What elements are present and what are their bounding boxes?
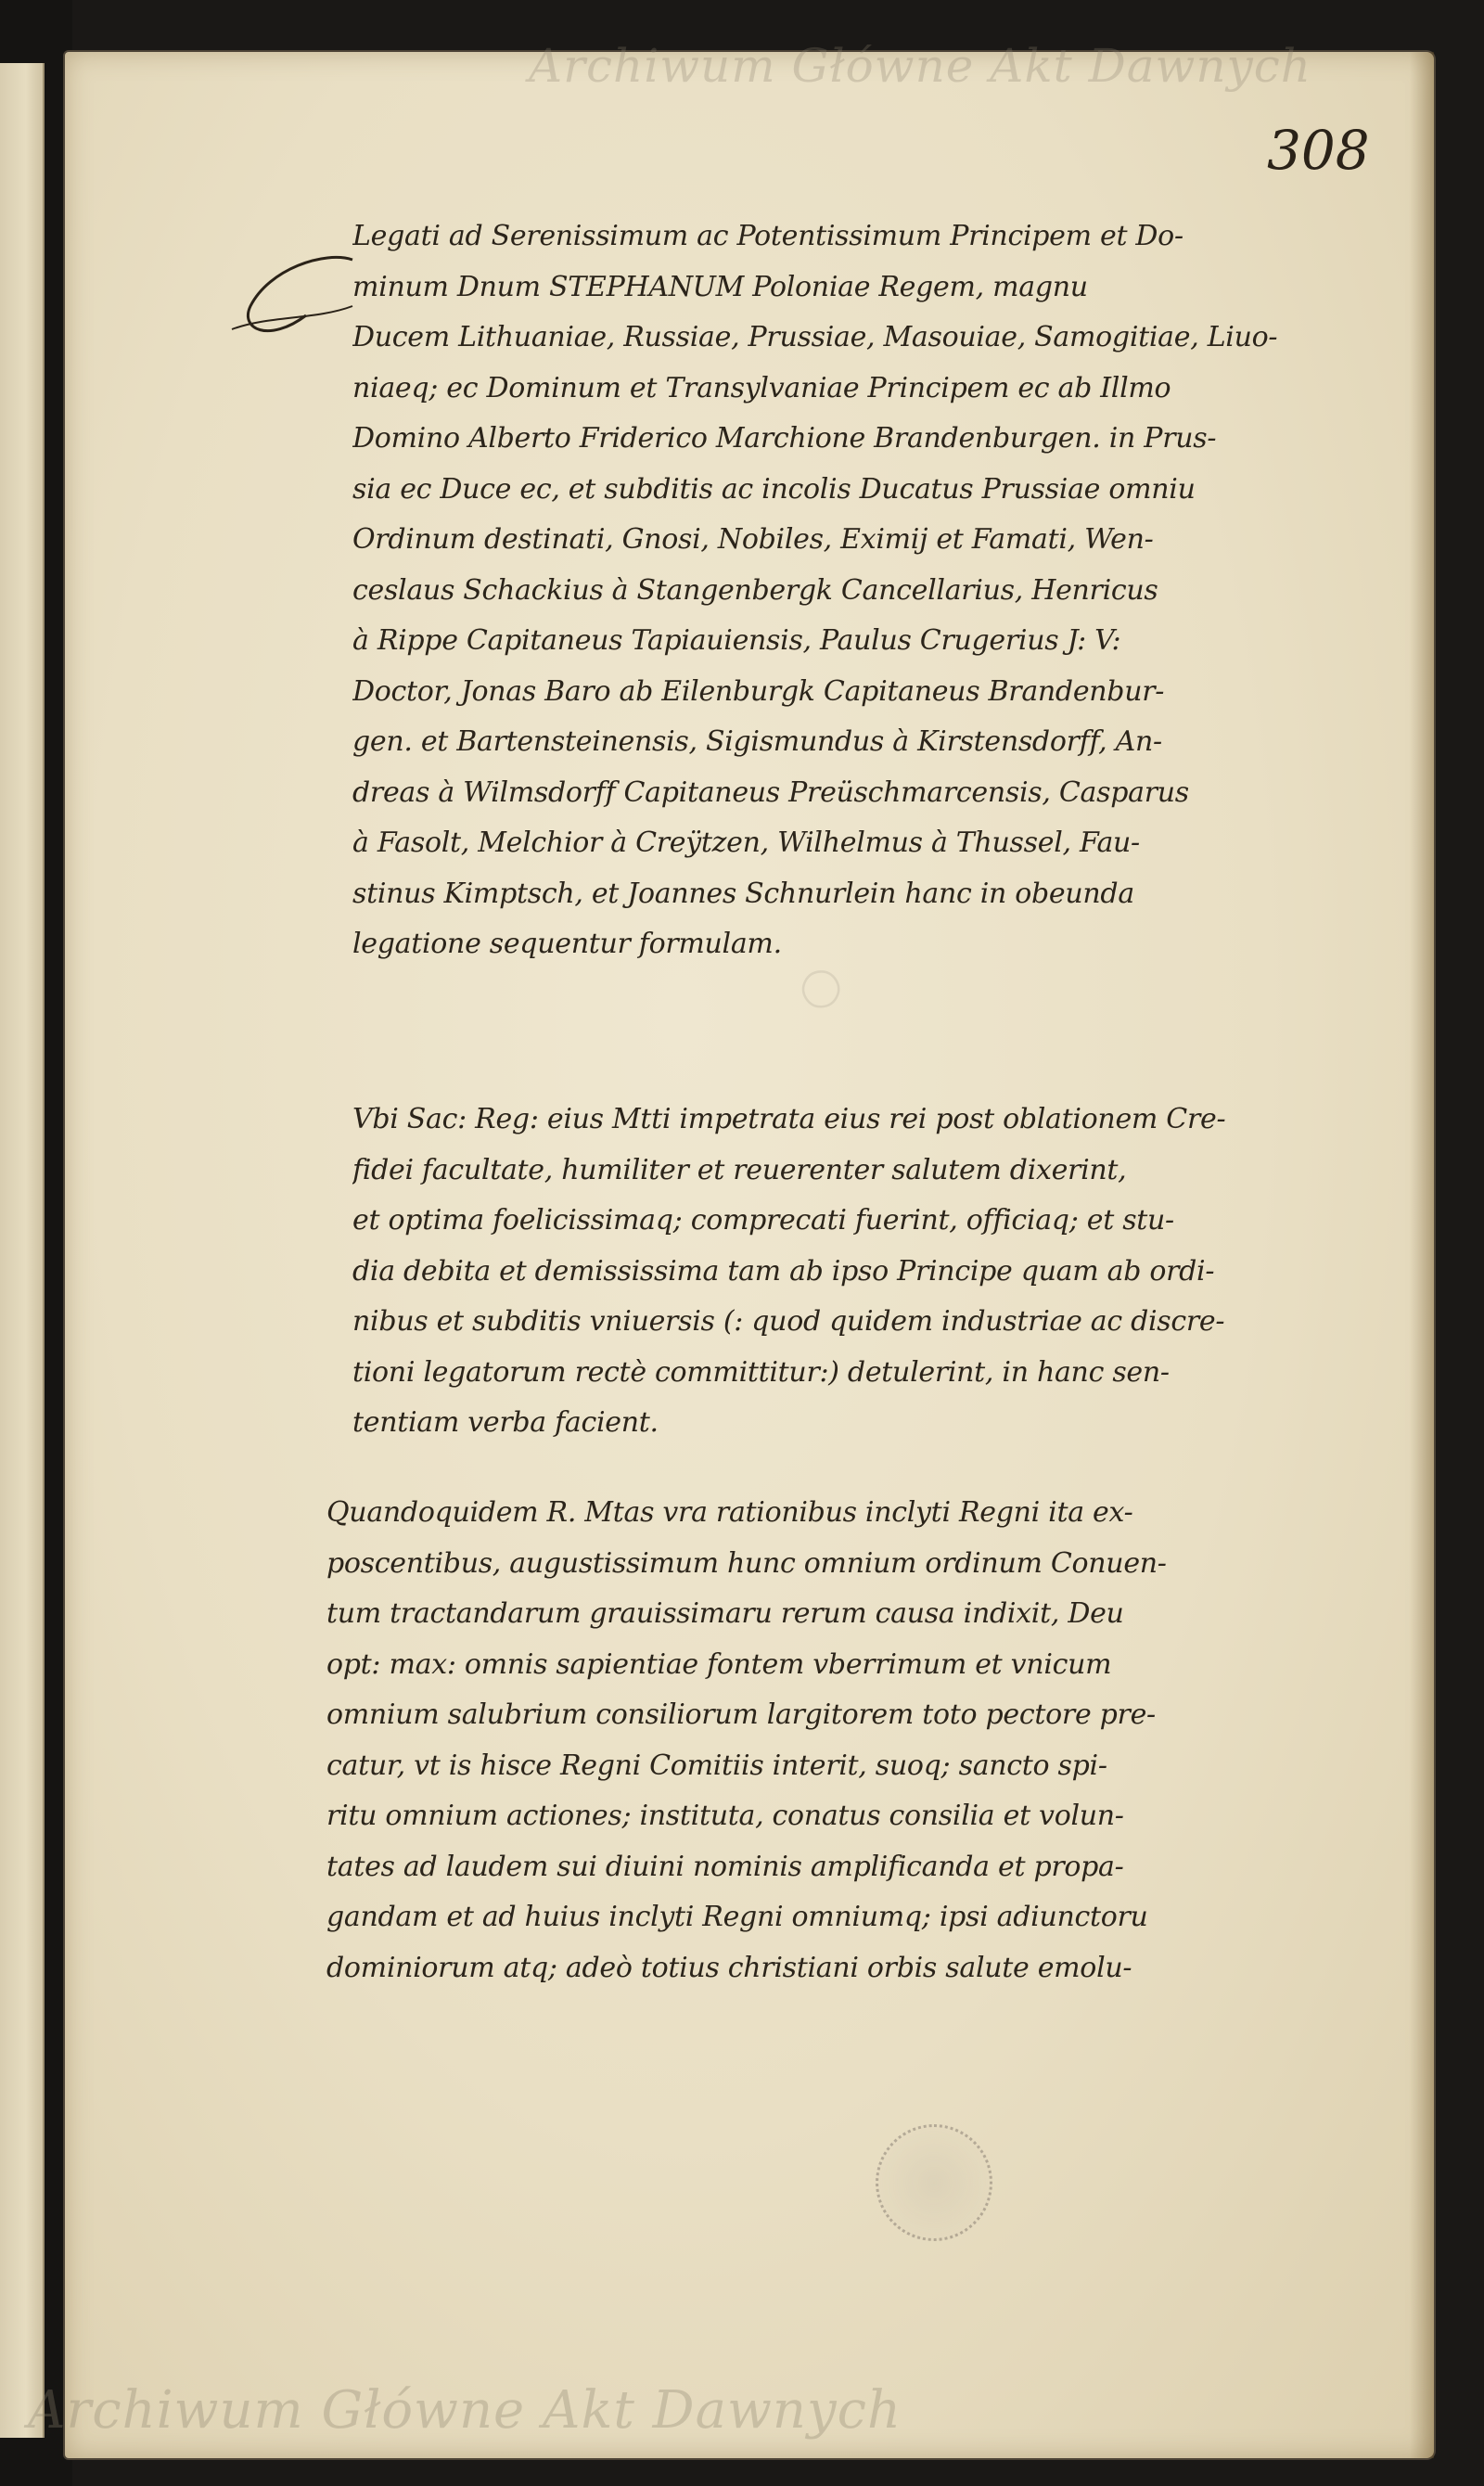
text-line: Domino Alberto Friderico Marchione Brandenburgen. in Prus-	[352, 422, 1217, 455]
text-line: gen. et Bartensteinensis, Sigismundus à Kirstensdorff, An-	[352, 725, 1162, 758]
paragraph-quandoquidem	[326, 1488, 1354, 1993]
text-line: niaeq; ec Dominum et Transylvaniae Principem ec ab Illmo	[352, 371, 1171, 404]
text-line: dreas à Wilmsdorff Capitaneus Preüschmarcensis, Casparus	[352, 775, 1189, 809]
text-line: Quandoquidem R. Mtas vra rationibus inclyti Regni ita ex-	[326, 1496, 1133, 1529]
library-stamp	[876, 2124, 992, 2241]
paragraph-ubi	[352, 1095, 1354, 1449]
archive-watermark-bottom: Archiwum Główne Akt Dawnych	[28, 2380, 902, 2441]
text-line: sia ec Duce ec, et subditis ac incolis Ducatus Prussiae omniu	[352, 472, 1196, 506]
text-line: fidei facultate, humiliter et reuerenter salutem dixerint,	[352, 1153, 1127, 1186]
text-line: Ducem Lithuaniae, Russiae, Prussiae, Masouiae, Samogitiae, Liuo-	[352, 321, 1278, 353]
faded-stamp: ◯	[793, 958, 851, 1016]
text-line: opt: max: omnis sapientiae fontem vberrimum et vnicum	[326, 1647, 1112, 1681]
paragraph-intro	[352, 211, 1354, 970]
text-line: Ordinum destinati, Gnosi, Nobiles, Eximij et Famati, Wen-	[352, 523, 1154, 556]
text-line: catur, vt is hisce Regni Comitiis interit, suoq; sancto spi-	[326, 1749, 1107, 1782]
text-line: nibus et subditis vniuersis (: quod quidem industriae ac discre-	[352, 1305, 1225, 1338]
text-line: et optima foelicissimaq; comprecati fuerint, officiaq; et stu-	[352, 1204, 1174, 1237]
folio-number: 308	[1267, 119, 1370, 182]
previous-leaf-edge	[0, 63, 45, 2438]
archive-watermark-top: Archiwum Główne Akt Dawnych	[529, 39, 1311, 93]
text-line: poscentibus, augustissimum hunc omnium ordinum Conuen-	[326, 1546, 1167, 1580]
text-line: à Rippe Capitaneus Tapiauiensis, Paulus Crugerius J: V:	[352, 624, 1121, 657]
text-line: dia debita et demississima tam ab ipso Principe quam ab ordi-	[352, 1254, 1215, 1288]
text-line: omnium salubrium consiliorum largitorem toto pectore pre-	[326, 1698, 1156, 1731]
text-line: dominiorum atq; adeò totius christiani orbis salute emolu-	[326, 1951, 1132, 1984]
text-line: minum Dnum STEPHANUM Poloniae Regem, magnu	[352, 270, 1088, 303]
initial-flourish	[213, 241, 362, 352]
text-line: tentiam verba facient.	[352, 1406, 659, 1439]
text-line: tioni legatorum rectè committitur:) detulerint, in hanc sen-	[352, 1355, 1170, 1389]
text-line: Doctor, Jonas Baro ab Eilenburgk Capitaneus Brandenbur-	[352, 674, 1165, 708]
text-line: à Fasolt, Melchior à Creÿtzen, Wilhelmus à Thussel, Fau-	[352, 827, 1140, 859]
text-line: gandam et ad huius inclyti Regni omniumq; ipsi adiunctoru	[326, 1901, 1148, 1933]
text-line: Legati ad Serenissimum ac Potentissimum Principem et Do-	[352, 220, 1183, 252]
text-line: ceslaus Schackius à Stangenbergk Cancellarius, Henricus	[352, 573, 1158, 607]
text-line: tates ad laudem sui diuini nominis amplificanda et propa-	[326, 1850, 1124, 1883]
text-line: Vbi Sac: Reg: eius Mtti impetrata eius rei post oblationem Cre-	[352, 1103, 1226, 1135]
text-line: tum tractandarum grauissimaru rerum causa indixit, Deu	[326, 1597, 1124, 1630]
text-line: stinus Kimptsch, et Joannes Schnurlein hanc in obeunda	[352, 877, 1134, 910]
text-line: legatione sequentur formulam.	[352, 928, 782, 960]
text-line: ritu omnium actiones; instituta, conatus consilia et volun-	[326, 1800, 1124, 1832]
